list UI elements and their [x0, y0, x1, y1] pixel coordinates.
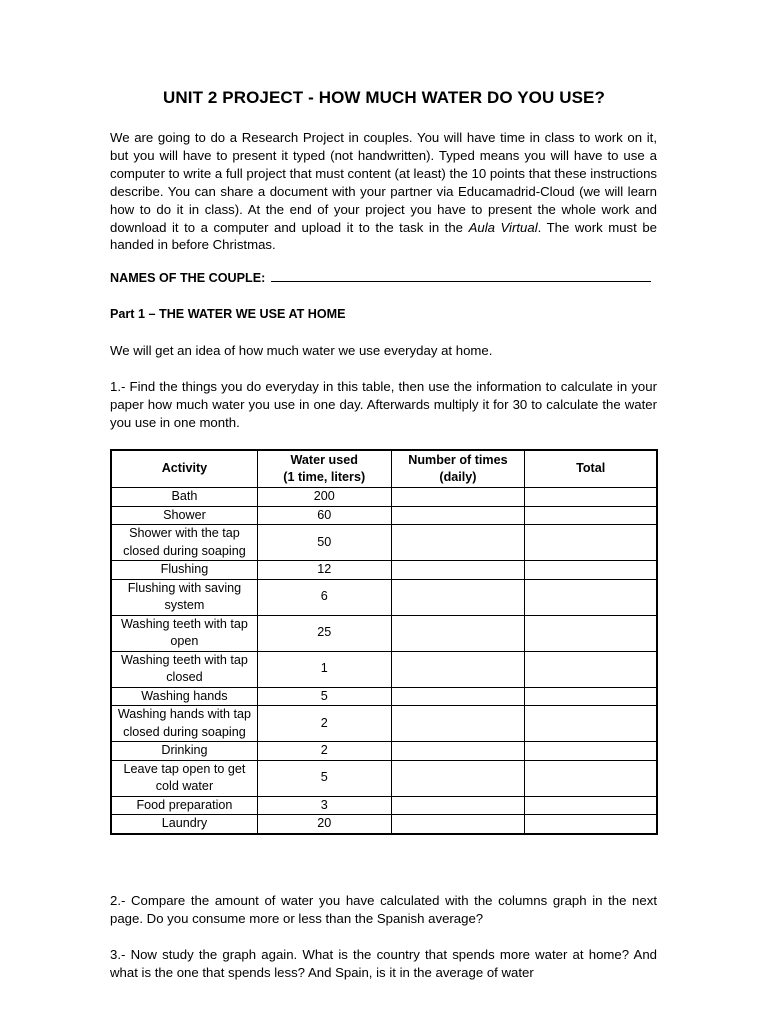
activity-cell: Washing teeth with tap open: [111, 615, 257, 651]
total-cell[interactable]: [525, 651, 657, 687]
total-cell[interactable]: [525, 815, 657, 834]
header-times-line1: Number of times: [408, 452, 508, 467]
water-usage-table: [110, 449, 658, 835]
times-cell[interactable]: [391, 796, 525, 815]
table-row: [111, 579, 657, 615]
activity-cell: Flushing with saving system: [111, 579, 257, 615]
table-header-row: [111, 450, 657, 488]
liters-cell: 5: [257, 760, 391, 796]
header-activity: Activity: [111, 450, 257, 488]
activity-cell: Washing teeth with tap closed: [111, 651, 257, 687]
liters-cell: 1: [257, 651, 391, 687]
total-cell[interactable]: [525, 760, 657, 796]
times-cell[interactable]: [391, 687, 525, 706]
names-blank-line: [271, 270, 651, 282]
times-cell[interactable]: [391, 615, 525, 651]
liters-cell: 200: [257, 488, 391, 507]
header-total: Total: [525, 450, 657, 488]
part1-intro: We will get an idea of how much water we use everyday at home.: [110, 343, 493, 358]
activity-cell: Washing hands: [111, 687, 257, 706]
times-cell[interactable]: [391, 706, 525, 742]
table-row: [111, 615, 657, 651]
table-row: [111, 687, 657, 706]
liters-cell: 2: [257, 742, 391, 761]
table-row: [111, 742, 657, 761]
total-cell[interactable]: [525, 615, 657, 651]
question-3: 3.- Now study the graph again. What is the country that spends more water at home? And what is the one that spends less? And Spain, is it in the average of water: [110, 947, 657, 980]
activity-cell: Food preparation: [111, 796, 257, 815]
question-2: 2.- Compare the amount of water you have calculated with the columns graph in the next page. Do you consume more or less than the Spanish average?: [110, 893, 657, 926]
activity-cell: Washing hands with tap closed during soaping: [111, 706, 257, 742]
times-cell[interactable]: [391, 506, 525, 525]
total-cell[interactable]: [525, 579, 657, 615]
intro-text: We are going to do a Research Project in couples. You will have time in class to work on it, but you will have to present it typed (not handwritten). Typed means you will have to use a computer to write a full project that must content (at least) the 10 points that these instructions describe. You can share a document with your partner via Educamadrid-Cloud (we will learn how to do it in class). At the end of your project you have to present the whole work and download it to a computer and upload it to the task in the: [110, 130, 657, 235]
times-cell[interactable]: [391, 651, 525, 687]
table-row: [111, 488, 657, 507]
activity-cell: Shower: [111, 506, 257, 525]
total-cell[interactable]: [525, 525, 657, 561]
question-1: 1.- Find the things you do everyday in this table, then use the information to calculate in your paper how much water you use in one day. Afterwards multiply it for 30 to calculate the water you use in one month.: [110, 379, 657, 430]
total-cell[interactable]: [525, 561, 657, 580]
table-row: [111, 815, 657, 834]
header-water-used: [257, 450, 391, 488]
activity-cell: Bath: [111, 488, 257, 507]
total-cell[interactable]: [525, 506, 657, 525]
table-row: [111, 760, 657, 796]
liters-cell: 2: [257, 706, 391, 742]
liters-cell: 60: [257, 506, 391, 525]
table-row: [111, 561, 657, 580]
table-row: [111, 796, 657, 815]
intro-paragraph: [110, 129, 657, 254]
activity-cell: Drinking: [111, 742, 257, 761]
table-row: [111, 651, 657, 687]
table-row: [111, 525, 657, 561]
header-times-line2: (daily): [439, 470, 477, 484]
liters-cell: 5: [257, 687, 391, 706]
page-title: UNIT 2 PROJECT - HOW MUCH WATER DO YOU USE?: [163, 88, 605, 107]
header-water-used-line2: (1 time, liters): [283, 470, 366, 484]
names-field: [110, 270, 651, 285]
times-cell[interactable]: [391, 561, 525, 580]
times-cell[interactable]: [391, 742, 525, 761]
total-cell[interactable]: [525, 796, 657, 815]
activity-cell: Laundry: [111, 815, 257, 834]
liters-cell: 25: [257, 615, 391, 651]
times-cell[interactable]: [391, 760, 525, 796]
header-water-used-line1: Water used: [290, 452, 358, 467]
total-cell[interactable]: [525, 706, 657, 742]
times-cell[interactable]: [391, 815, 525, 834]
total-cell[interactable]: [525, 488, 657, 507]
intro-text-end: . The work must be handed in before Christmas.: [110, 219, 657, 253]
part1-heading: Part 1 – THE WATER WE USE AT HOME: [110, 307, 346, 321]
table-row: [111, 706, 657, 742]
total-cell[interactable]: [525, 687, 657, 706]
intro-italic-text: Aula Virtual: [468, 219, 538, 235]
liters-cell: 12: [257, 561, 391, 580]
liters-cell: 6: [257, 579, 391, 615]
times-cell[interactable]: [391, 579, 525, 615]
table-body: [111, 488, 657, 834]
activity-cell: Leave tap open to get cold water: [111, 760, 257, 796]
liters-cell: 20: [257, 815, 391, 834]
total-cell[interactable]: [525, 742, 657, 761]
activity-cell: Shower with the tap closed during soaping: [111, 525, 257, 561]
liters-cell: 50: [257, 525, 391, 561]
activity-cell: Flushing: [111, 561, 257, 580]
table-row: [111, 506, 657, 525]
times-cell[interactable]: [391, 488, 525, 507]
names-label: NAMES OF THE COUPLE:: [110, 271, 266, 285]
liters-cell: 3: [257, 796, 391, 815]
times-cell[interactable]: [391, 525, 525, 561]
header-number-of-times: [391, 450, 525, 488]
